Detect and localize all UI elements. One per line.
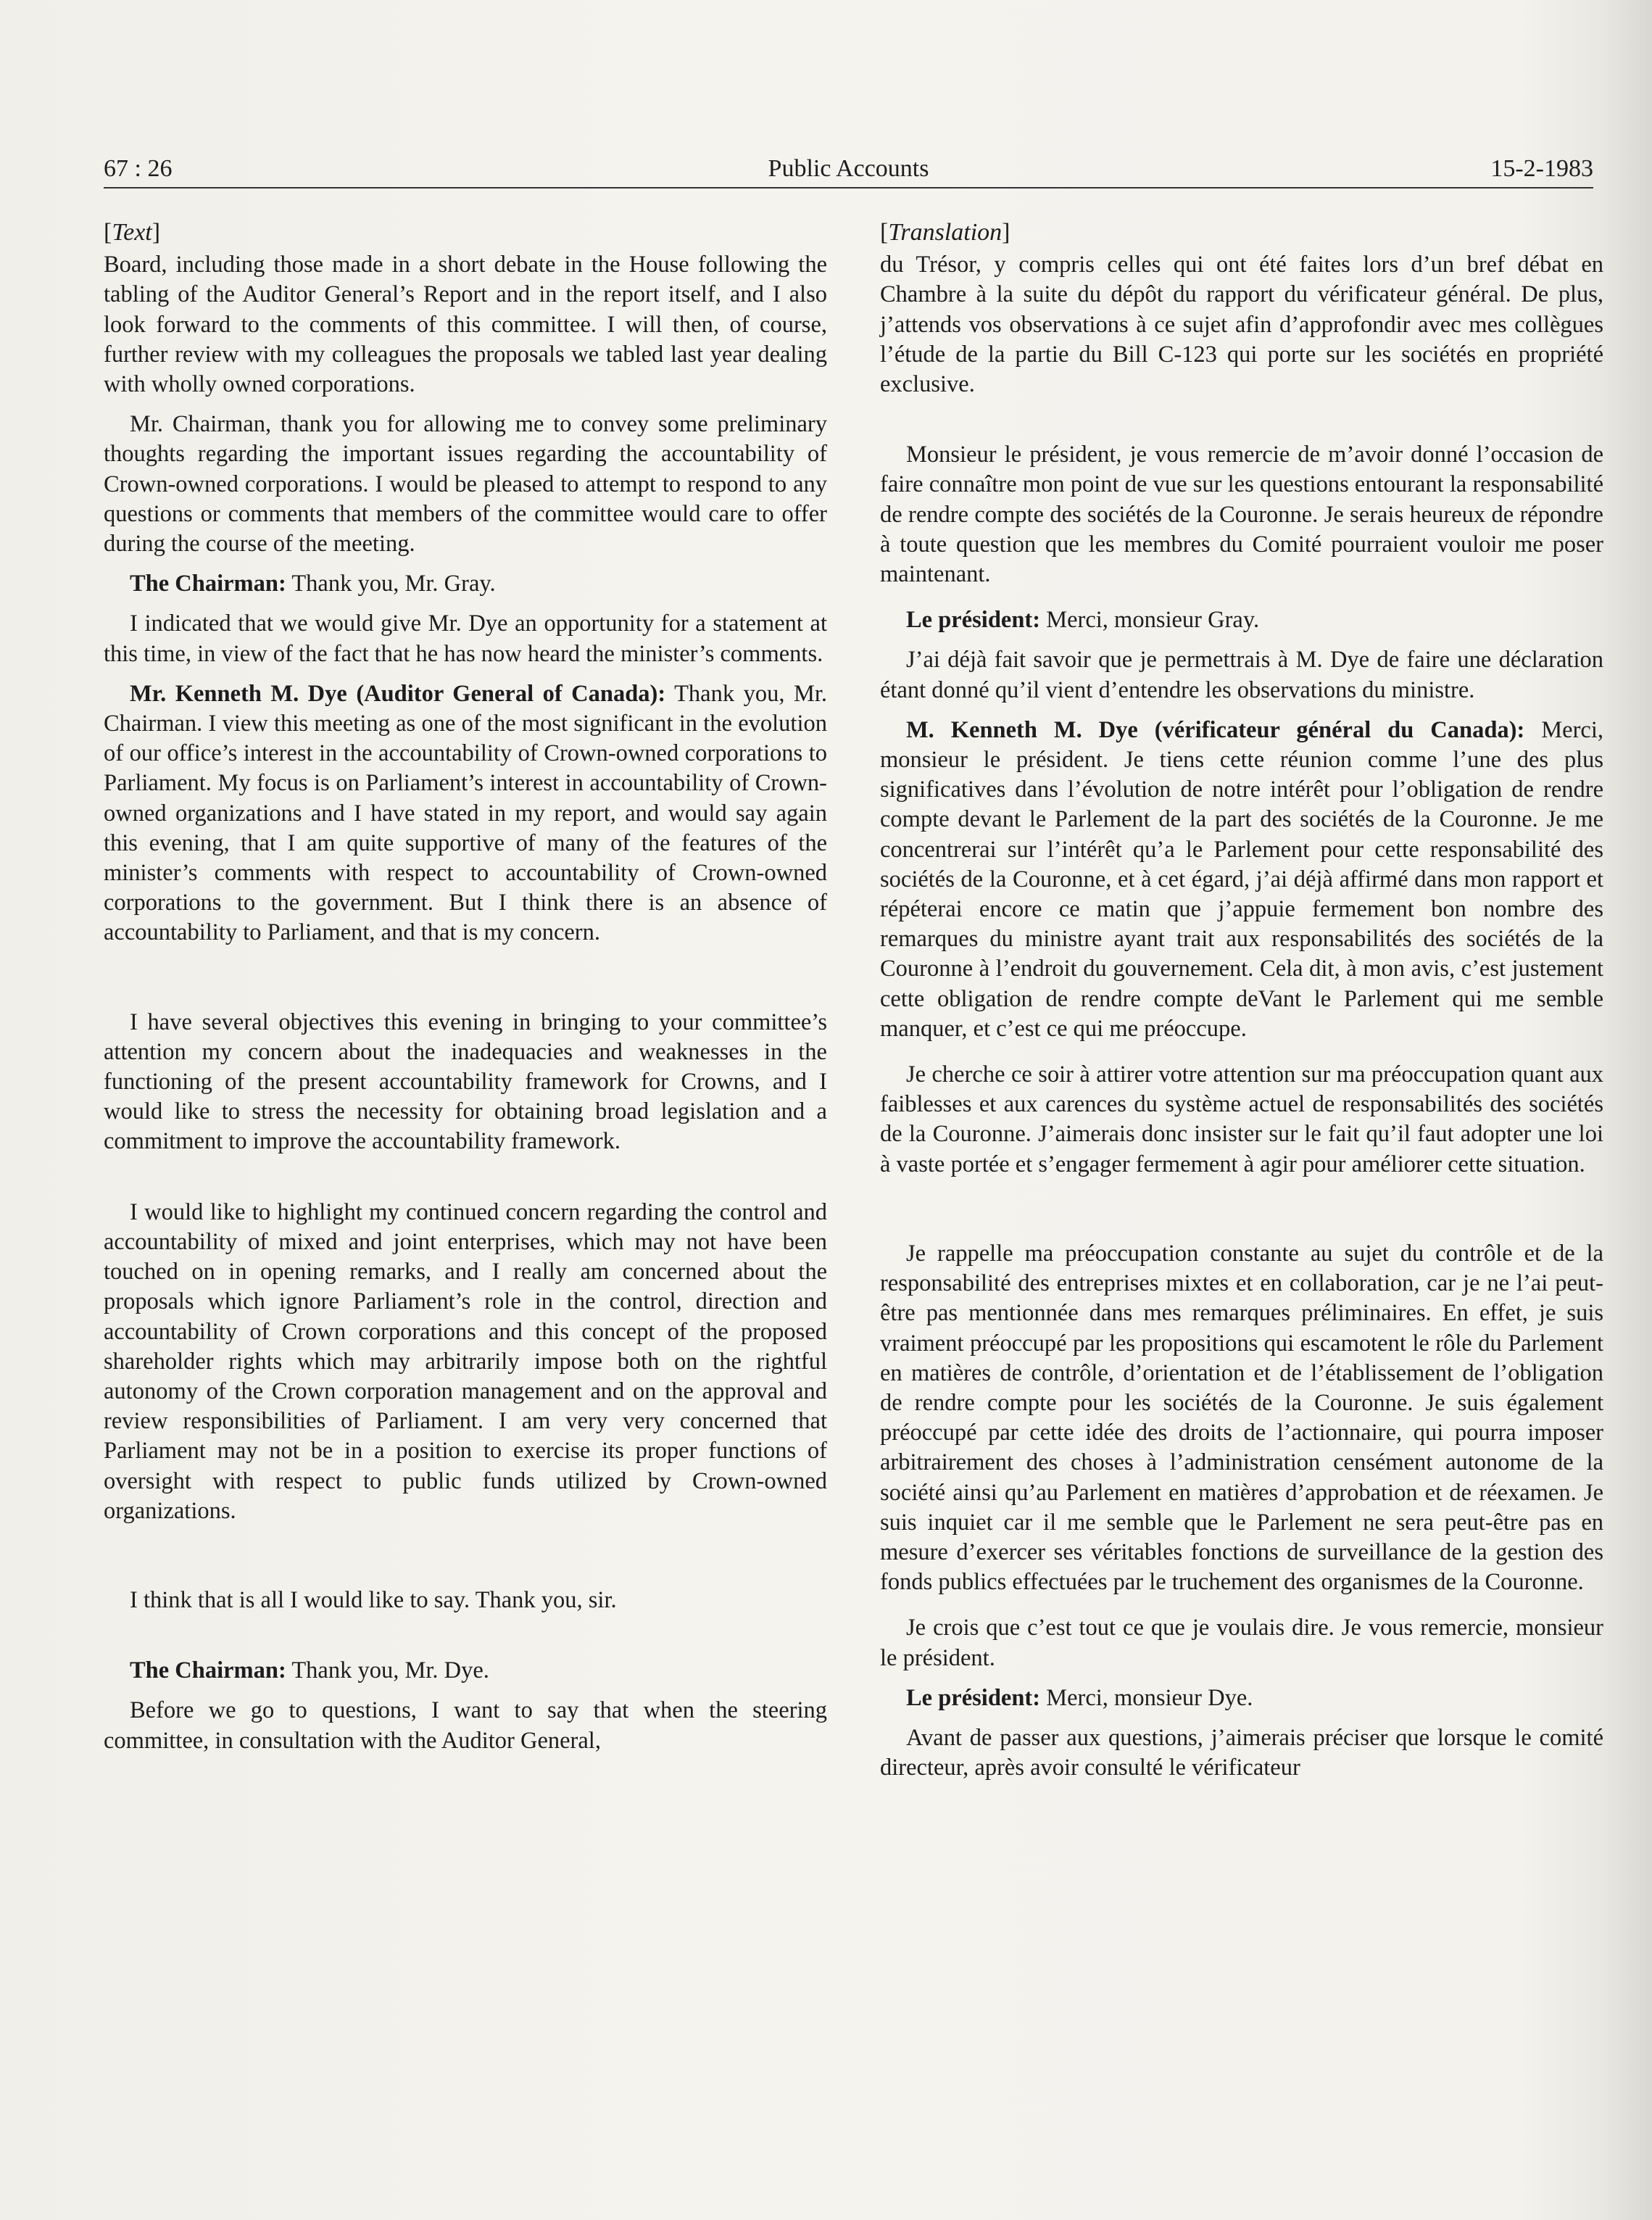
french-column [880, 218, 1603, 1783]
speech-text: Merci, monsieur le président. Je tiens cette réunion comme l’une des plus significatives dans l’évolution de notre intérêt pour l’obligation de rendre compte devant le Parlement de la part des sociétés de la Couronne. Je me concentrerai sur l’intérêt qu’a le Parlement pour cette responsabilité des sociétés de la Couronne, et à cet égard, j’ai déjà affirmé dans mon rapport et répéterai encore ce matin que j’appuie fermement bon nombre des remarques du ministre ayant trait aux responsabilités des sociétés de la Couronne à l’endroit du gouvernement. Cela dit, à mon avis, c’est justement cette obligation de rendre compte deVant le Parlement qui me semble manquer, et c’est ce qui me préoccupe. [880, 716, 1603, 1042]
column-label: [Text] [104, 219, 161, 246]
column-label: [Translation] [880, 219, 1010, 246]
speech-text: Thank you, Mr. Chairman. I view this meeting as one of the most significant in the evolution of our office’s interest in the accountability of Crown-owned corporations to Parliament. My focus is on Parliament’s interest in accountability of Crown-owned organizations and I have stated in my report, and would say again this evening, that I am quite supportive of many of the features of the minister’s comments with respect to accountability of Crown-owned corporations to the government. But I think there is an absence of accountability to Parliament, and that is my concern. [104, 680, 828, 946]
paragraph: Je rappelle ma préoccupation constante au sujet du contrôle et de la responsabilité des entreprises mixtes et en collaboration, car je ne l’ai peut-être pas mentionnée dans mes remarques préliminaires. En effet, je suis vraiment préoccupé par les propositions qui escamotent le rôle du Parlement en matières de contrôle, d’orientation et de l’établissement de l’obligation de rendre compte pour les sociétés de la Couronne. Je suis également préoccupé par cette idée des droits de l’actionnaire, qui pourra imposer arbitrairement des choses à l’administration censément autonome de la société ainsi qu’au Parlement en matières d’approbation et de réexamen. Je suis inquiet car il me semble que le Parlement ne sera peut-être pas en mesure d’exercer ses véritables fonctions de surveillance de la gestion des fonds publics effectuées par le truchement des organismes de la Couronne. [880, 1240, 1603, 1596]
page-number: 67 : 26 [104, 155, 173, 182]
speaker-name: The Chairman: [130, 1657, 286, 1684]
speaker-paragraph [104, 679, 827, 948]
speaker-paragraph [104, 1656, 827, 1686]
speaker-paragraph [880, 716, 1603, 1044]
column-label-text: Text [112, 219, 152, 246]
speech-text: Merci, monsieur Dye. [1040, 1684, 1253, 1711]
paragraph: I think that is all I would like to say. Thank you, sir. [130, 1586, 617, 1613]
paragraph: Je cherche ce soir à attirer votre attention sur ma préoccupation quant aux faiblesses et aux carences du système actuel de responsabilités des sociétés de la Couronne. J’aimerais donc insister sur le fait qu’il faut adopter une loi à vaste portée et s’engager fermement à agir pour améliorer cette situation. [880, 1061, 1603, 1177]
running-title: Public Accounts [768, 155, 929, 182]
speaker-name: Mr. Kenneth M. Dye (Auditor General of Canada): [130, 680, 666, 707]
paragraph: J’ai déjà fait savoir que je permettrais à M. Dye de faire une déclaration étant donné qu’il vient d’entendre les observations du ministre. [880, 647, 1603, 703]
paragraph: Before we go to questions, I want to say that when the steering committee, in consultation with the Auditor General, [104, 1697, 827, 1754]
english-column [104, 218, 827, 1756]
page-date: 15-2-1983 [1490, 155, 1593, 182]
paragraph: I would like to highlight my continued concern regarding the control and accountability of mixed and joint enterprises, which may not have been touched on in opening remarks, and I really am concerned about the proposals which ignore Parliament’s role in the control, direction and accountability of Crown corporations and this concept of the proposed shareholder rights which may arbitrarily impose both on the rightful autonomy of the Crown corporation management and on the approval and review responsibilities of Parliament. I am very very concerned that Parliament may not be in a position to exercise its proper functions of oversight with respect to public funds utilized by Crown-owned organizations. [104, 1198, 827, 1524]
speaker-name: The Chairman: [130, 571, 286, 597]
speech-text: Thank you, Mr. Gray. [286, 571, 496, 597]
speech-text: Thank you, Mr. Dye. [286, 1657, 489, 1684]
paragraph: I indicated that we would give Mr. Dye an opportunity for a statement at this time, in view of the fact that he has now heard the minister’s comments. [104, 610, 827, 667]
speaker-name: Le président: [906, 1684, 1041, 1711]
speaker-name: M. Kenneth M. Dye (vérificateur général du Canada): [906, 716, 1525, 743]
paragraph: I have several objectives this evening in bringing to your committee’s attention my concern about the inadequacies and weaknesses in the functioning of the present accountability framework for Crowns, and I would like to stress the necessity for obtaining broad legislation and a commitment to improve the accountability framework. [104, 1008, 827, 1155]
paragraph: Mr. Chairman, thank you for allowing me to convey some preliminary thoughts regarding the important issues regarding the accountability of Crown-owned corporations. I would be pleased to attempt to respond to any questions or comments that members of the committee would care to offer during the course of the meeting. [104, 411, 827, 558]
page-header [104, 149, 1593, 189]
speech-text: Merci, monsieur Gray. [1040, 607, 1260, 634]
speaker-paragraph [880, 605, 1603, 635]
speaker-paragraph [880, 1683, 1603, 1713]
paragraph: Avant de passer aux questions, j’aimerais préciser que lorsque le comité directeur, après avoir consulté le vérificateur [880, 1724, 1603, 1781]
paragraph: du Trésor, y compris celles qui ont été faites lors d’un bref débat en Chambre à la suite du dépôt du rapport du vérificateur général. De plus, j’attends vos observations à ce sujet afin d’approfondir avec mes collègues l’étude de la partie du Bill C-123 qui porte sur les sociétés en propriété exclusive. [880, 252, 1603, 398]
paragraph: Monsieur le président, je vous remercie de m’avoir donné l’occasion de faire connaître mon point de vue sur les questions entourant la responsabilité de rendre compte des sociétés de la Couronne. Je serais heureux de répondre à toute question que les membres du Comité pourraient vouloir me poser maintenant. [880, 442, 1603, 588]
paragraph: Board, including those made in a short debate in the House following the tabling of the Auditor General’s Report and in the report itself, and I also look forward to the comments of this committee. I will then, of course, further review with my colleagues the proposals we tabled last year dealing with wholly owned corporations. [104, 252, 827, 398]
speaker-name: Le président: [906, 607, 1041, 634]
paragraph: Je crois que c’est tout ce que je voulais dire. Je vous remercie, monsieur le président. [880, 1615, 1603, 1671]
column-label-text: Translation [888, 219, 1003, 246]
speaker-paragraph [104, 569, 827, 599]
